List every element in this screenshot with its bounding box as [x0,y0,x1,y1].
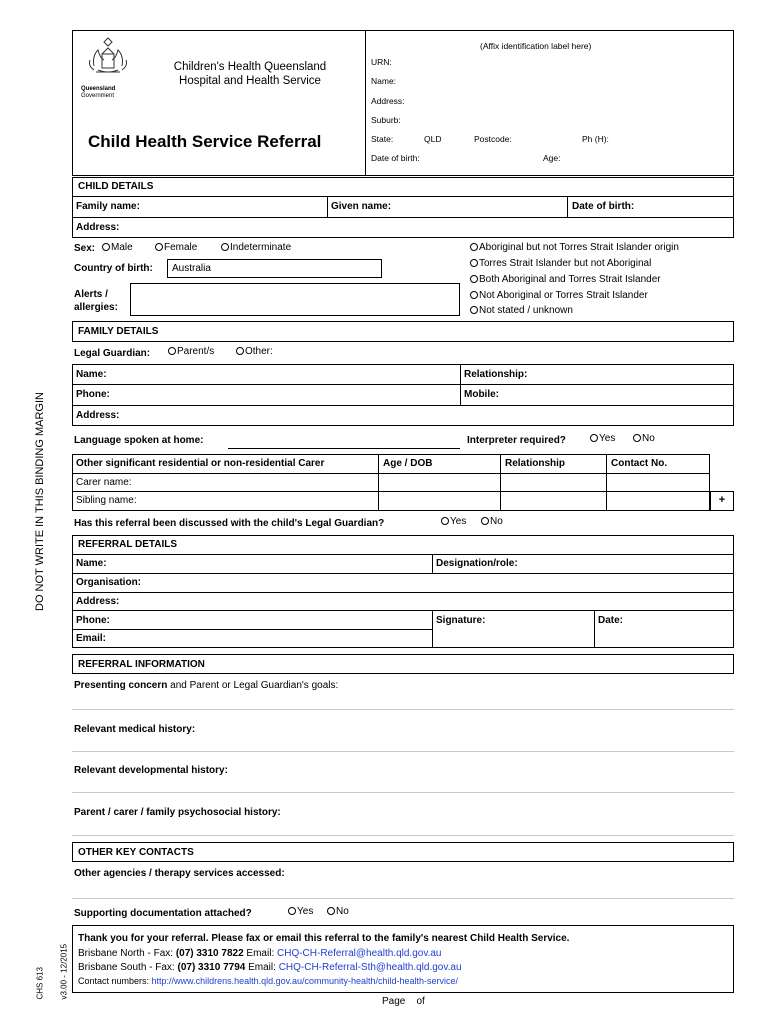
carer-col-header-age: Age / DOB [383,458,433,469]
carer-col-header-relationship: Relationship [505,458,566,469]
guardian-mobile-label: Mobile: [464,389,499,400]
legal-guardian-label: Legal Guardian: [74,348,151,359]
gov-logo-text-1: Queensland [81,86,116,92]
alerts-label-2: allergies: [74,302,118,313]
guardian-details-table [72,364,734,426]
designation-label: Designation/role: [436,558,518,569]
radio-icon [168,347,176,355]
affix-label: (Affix identification label here) [480,41,592,51]
form-version: v3.00 - 12/2015 [59,943,69,1000]
patient-dob-label: Date of birth: [371,153,420,163]
footer-north: Brisbane North - Fax: (07) 3310 7822 Email: CHQ-CH-Referral@health.qld.gov.au [78,948,442,959]
other-agencies-label: Other agencies / therapy services accessed: [74,868,285,879]
carer-col-header-carer: Other significant residential or non-residential Carer [76,458,325,469]
supporting-no-option[interactable]: No [327,906,349,917]
referral-date-label: Date: [598,615,624,626]
referrer-phone-label: Phone: [76,615,110,626]
postcode-label: Postcode: [474,134,512,144]
radio-icon [236,347,244,355]
north-email-link[interactable]: CHQ-CH-Referral@health.qld.gov.au [277,948,442,959]
indigenous-option-1[interactable]: Aboriginal but not Torres Strait Islander origin [470,242,679,253]
radio-icon [481,517,489,525]
radio-icon [155,243,163,251]
org-name-line2: Hospital and Health Service [179,75,321,87]
state-value: QLD [424,134,442,144]
organisation-label: Organisation: [76,577,142,588]
form-code: CHS 613 [35,967,45,1000]
add-row-button[interactable]: + [710,491,734,511]
contact-url-link[interactable]: http://www.childrens.health.qld.gov.au/community-health/child-health-service/ [151,976,459,986]
family-details-heading: FAMILY DETAILS [78,326,159,337]
child-address-label: Address: [76,222,120,233]
supporting-docs-label: Supporting documentation attached? [74,908,252,919]
queensland-crest-logo [80,36,136,86]
patient-name-label: Name: [371,76,397,86]
discussed-question: Has this referral been discussed with the child's Legal Guardian? [74,518,385,529]
guardian-parent-option[interactable]: Parent/s [168,346,214,357]
child-dob-label: Date of birth: [572,201,635,212]
child-details-heading: CHILD DETAILS [78,181,154,192]
age-label: Age: [543,153,561,163]
phone-home-label: Ph (H): [582,134,609,144]
indigenous-option-2[interactable]: Torres Strait Islander but not Aboriginal [470,258,651,269]
discussed-no-option[interactable]: No [481,516,503,527]
developmental-history-label: Relevant developmental history: [74,765,228,776]
state-label: State: [371,134,394,144]
carer-col-header-contact: Contact No. [611,458,668,469]
country-of-birth-label: Country of birth: [74,263,153,274]
family-details-heading-box [72,321,734,342]
radio-icon [470,275,478,283]
referral-information-heading: REFERRAL INFORMATION [78,659,205,670]
sex-indeterminate-option[interactable]: Indeterminate [221,242,291,253]
form-title: Child Health Service Referral [88,132,322,151]
patient-address-label: Address: [371,96,405,106]
footer-contacts: Contact numbers: http://www.childrens.health.qld.gov.au/community-health/child-health-service/ [78,976,459,986]
footer-south: Brisbane South - Fax: (07) 3310 7794 Email: CHQ-CH-Referral-Sth@health.qld.gov.au [78,962,462,973]
country-of-birth-field[interactable] [167,259,382,278]
interpreter-no-option[interactable]: No [633,433,655,444]
binding-margin-text: DO NOT WRITE IN THIS BINDING MARGIN [34,392,46,611]
sex-female-option[interactable]: Female [155,242,197,253]
other-contacts-heading: OTHER KEY CONTACTS [78,847,194,858]
radio-icon [470,243,478,251]
referral-details-heading: REFERRAL DETAILS [78,539,178,550]
radio-icon [470,306,478,314]
page-number: Page of [382,996,425,1007]
radio-icon [221,243,229,251]
guardian-phone-label: Phone: [76,389,110,400]
radio-icon [633,434,641,442]
medical-history-label: Relevant medical history: [74,724,196,735]
signature-label: Signature: [436,615,486,626]
guardian-name-label: Name: [76,369,107,380]
given-name-label: Given name: [331,201,392,212]
presenting-concern-label: Presenting concern and Parent or Legal Guardian's goals: [74,680,339,691]
radio-icon [590,434,598,442]
interpreter-yes-option[interactable]: Yes [590,433,615,444]
child-details-table [72,177,734,238]
alerts-allergies-field[interactable] [130,283,460,316]
urn-label: URN: [371,57,392,67]
family-name-label: Family name: [76,201,140,212]
psychosocial-history-label: Parent / carer / family psychosocial history: [74,807,281,818]
guardian-relationship-label: Relationship: [464,369,528,380]
interpreter-label: Interpreter required? [467,435,566,446]
suburb-label: Suburb: [371,115,401,125]
carer-name-row-label: Carer name: [76,477,132,488]
indigenous-option-3[interactable]: Both Aboriginal and Torres Strait Islander [470,274,661,285]
referrer-name-label: Name: [76,558,107,569]
radio-icon [441,517,449,525]
alerts-label-1: Alerts / [74,289,108,300]
language-input-line[interactable] [228,448,460,449]
radio-icon [470,291,478,299]
sex-male-option[interactable]: Male [102,242,133,253]
language-label: Language spoken at home: [74,435,204,446]
sex-label: Sex: [74,243,96,254]
radio-icon [288,907,296,915]
sibling-name-row-label: Sibling name: [76,495,137,506]
radio-icon [470,259,478,267]
indigenous-option-5[interactable]: Not stated / unknown [470,305,573,316]
footer-thanks: Thank you for your referral. Please fax or email this referral to the family's nearest Child Health Service. [78,933,570,944]
radio-icon [102,243,110,251]
radio-icon [327,907,335,915]
indigenous-option-4[interactable]: Not Aboriginal or Torres Strait Islander [470,290,648,301]
supporting-yes-option[interactable]: Yes [288,906,313,917]
south-email-link[interactable]: CHQ-CH-Referral-Sth@health.qld.gov.au [278,962,462,973]
referrer-address-label: Address: [76,596,120,607]
referrer-email-label: Email: [76,633,107,644]
org-name-line1: Children's Health Queensland [173,61,327,73]
guardian-other-option[interactable]: Other: [236,346,273,357]
gov-logo-text-2: Government [81,93,115,99]
discussed-yes-option[interactable]: Yes [441,516,466,527]
guardian-address-label: Address: [76,410,120,421]
